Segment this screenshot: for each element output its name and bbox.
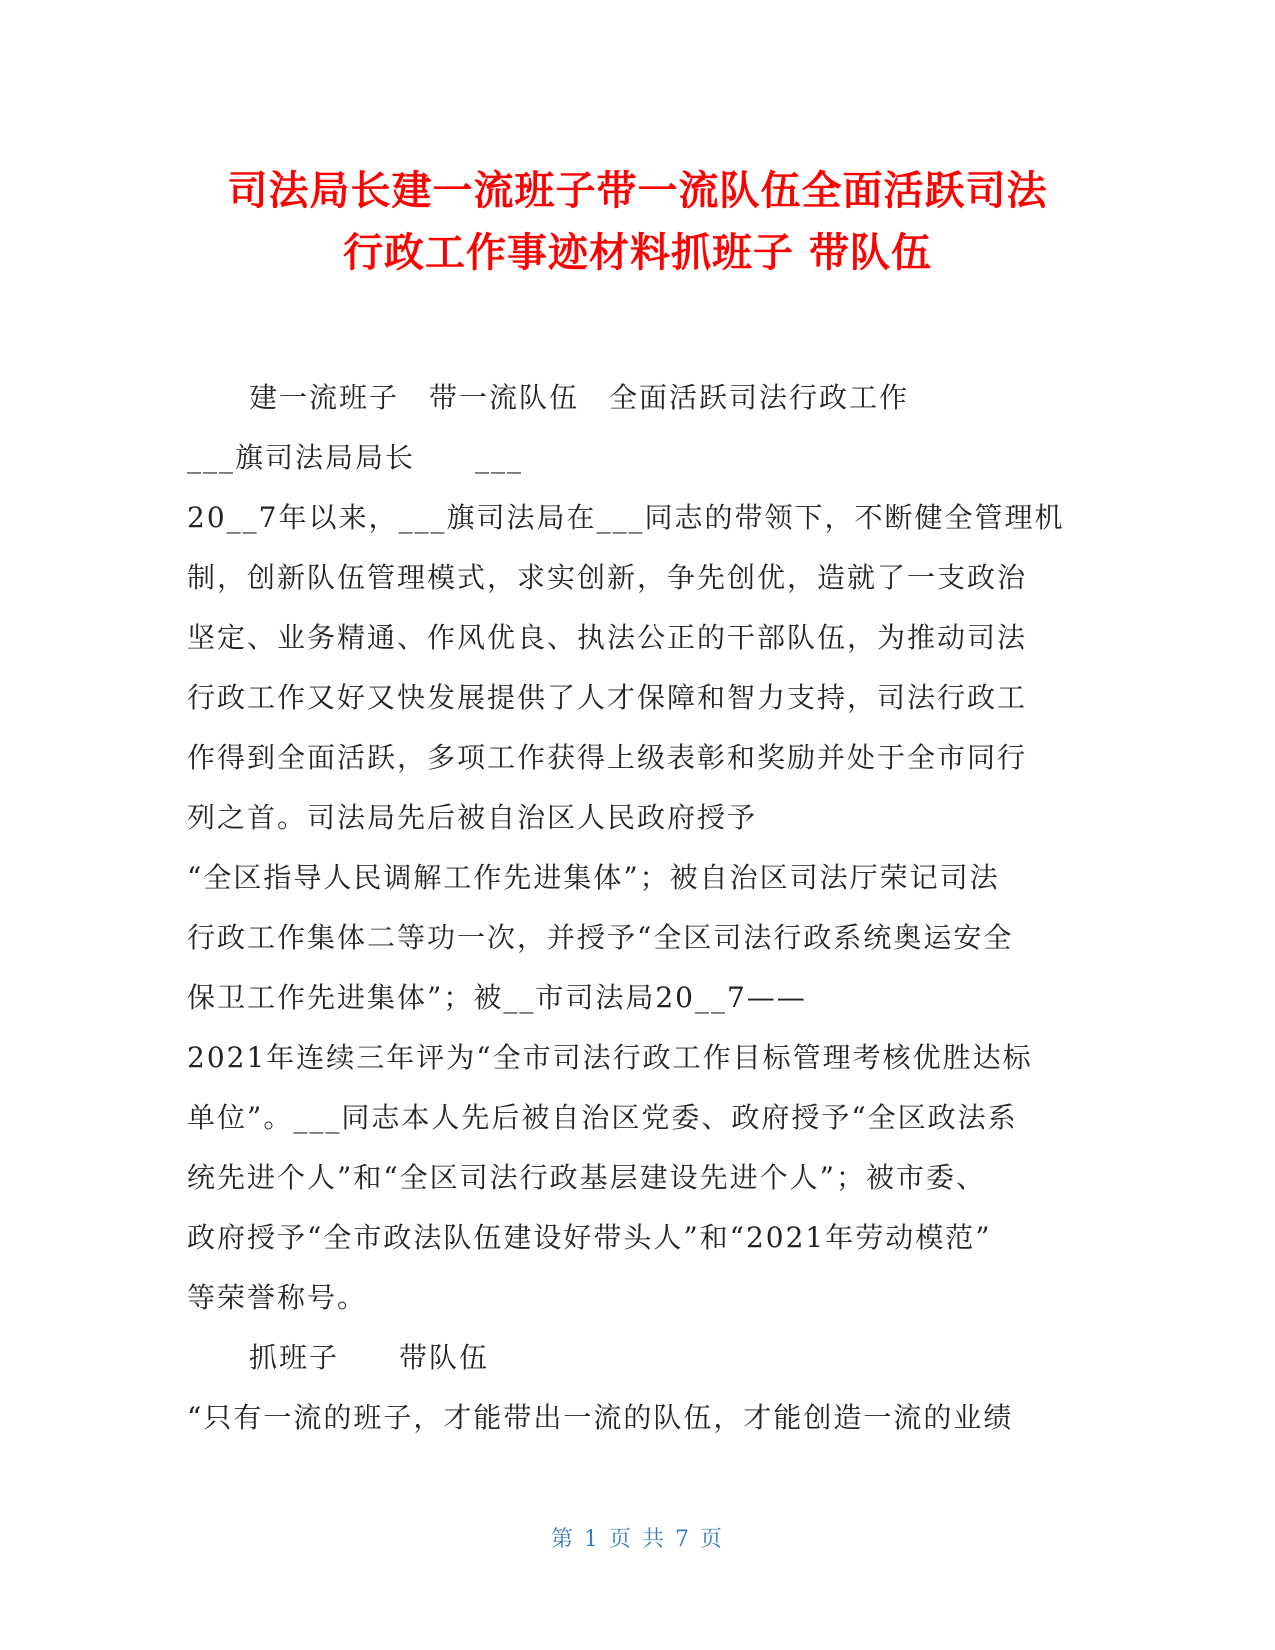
section-heading: 建一流班子 带一流队伍 全面活跃司法行政工作: [249, 381, 910, 414]
body-line: 统先进个人”和“全区司法行政基层建设先进个人”；被市委、: [187, 1161, 986, 1194]
body-line: 保卫工作先进集体”；被__市司法局20__7——: [187, 981, 807, 1014]
subsection-heading: 抓班子 带队伍: [249, 1341, 490, 1374]
body-line: 作得到全面活跃，多项工作获得上级表彰和奖励并处于全市同行: [187, 741, 1028, 774]
body-line: 行政工作又好又快发展提供了人才保障和智力支持，司法行政工: [187, 681, 1028, 714]
page-footer: 第 1 页 共 7 页: [551, 1527, 724, 1552]
document-body: [187, 368, 1087, 1448]
body-line: 2021年连续三年评为“全市司法行政工作目标管理考核优胜达标: [187, 1041, 1033, 1074]
body-line: 单位”。___同志本人先后被自治区党委、政府授予“全区政法系: [187, 1101, 1018, 1134]
body-line: “全区指导人民调解工作先进集体”；被自治区司法厅荣记司法: [187, 861, 1000, 894]
body-line: 坚定、业务精通、作风优良、执法公正的干部队伍，为推动司法: [187, 621, 1028, 654]
body-line: 政府授予“全市政法队伍建设好带头人”和“2021年劳动模范”: [187, 1221, 992, 1254]
title-line-1: 司法局长建一流班子带一流队伍全面活跃司法: [227, 168, 1048, 214]
author-line: ___旗司法局局长 ___: [187, 441, 524, 474]
body-line: 行政工作集体二等功一次，并授予“全区司法行政系统奥运安全: [187, 921, 1014, 954]
body-line: 制，创新队伍管理模式，求实创新，争先创优，造就了一支政治: [187, 561, 1028, 594]
body-line: 20__7年以来，___旗司法局在___同志的带领下，不断健全管理机: [187, 501, 1065, 534]
document-title: [150, 160, 1125, 284]
body-line: “只有一流的班子，才能带出一流的队伍，才能创造一流的业绩: [187, 1401, 1014, 1434]
body-line: 列之首。司法局先后被自治区人民政府授予: [187, 801, 758, 834]
body-line: 等荣誉称号。: [187, 1281, 368, 1314]
title-line-2: 行政工作事迹材料抓班子 带队伍: [343, 230, 932, 276]
